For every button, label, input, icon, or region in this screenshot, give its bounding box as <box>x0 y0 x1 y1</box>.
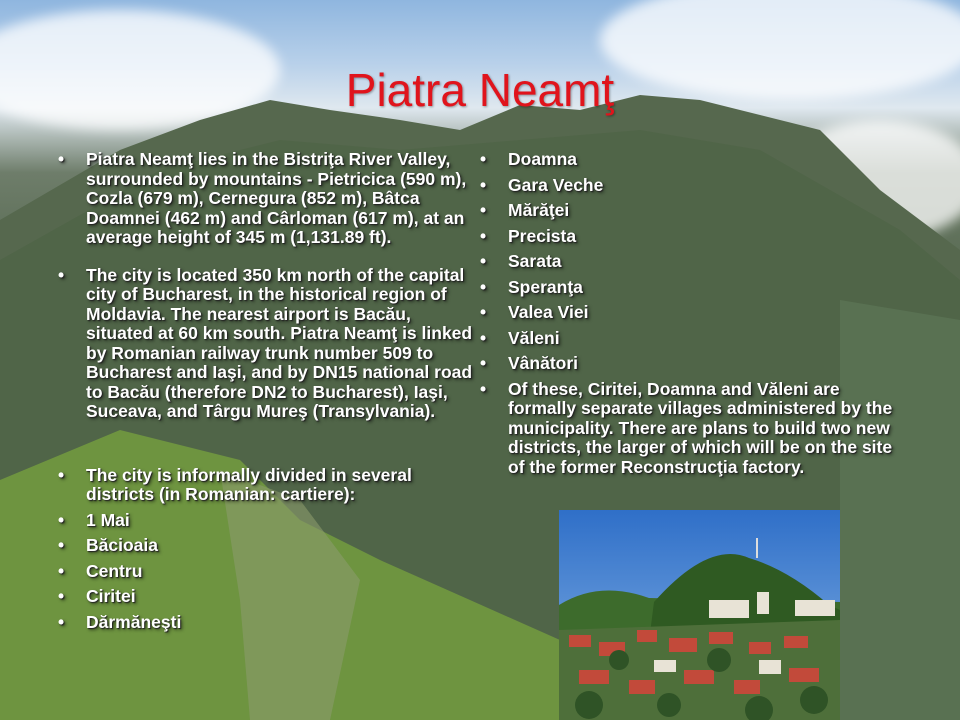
paragraph-districts-note: • Of these, Ciritei, Doamna and Văleni are formally separate villages administered by the municipality. There are plans to build two new districts, the larger of which will be on the site of the former Reconstrucţia factory. <box>477 380 907 478</box>
right-column <box>477 150 907 477</box>
district-item: • Valea Viei <box>477 303 907 323</box>
district-item: • 1 Mai <box>55 511 475 531</box>
left-column <box>55 150 475 632</box>
district-item: • Sarata <box>477 252 907 272</box>
district-item: • Văleni <box>477 329 907 349</box>
slide-title: Piatra Neamţ <box>345 64 615 116</box>
paragraph-location: • Piatra Neamţ lies in the Bistriţa River Valley, surrounded by mountains - Pietricica (590 m), Cozla (679 m), Cernegura (852 m), Bâtca Doamnei (462 m) and Cârloman (617 m), at an average height of 345 m (1,131.89 ft). <box>55 150 475 248</box>
district-item: • Dărmăneşti <box>55 613 475 633</box>
city-photo-image <box>559 510 840 720</box>
district-item: • Ciritei <box>55 587 475 607</box>
paragraph-districts-intro: • The city is informally divided in several districts (in Romanian: cartiere): <box>55 466 475 505</box>
district-item: • Gara Veche <box>477 176 907 196</box>
district-item: • Precista <box>477 227 907 247</box>
city-photo <box>559 510 840 720</box>
district-item: • Mărăţei <box>477 201 907 221</box>
district-item: • Centru <box>55 562 475 582</box>
district-item: • Speranţa <box>477 278 907 298</box>
district-item: • Băcioaia <box>55 536 475 556</box>
district-item: • Doamna <box>477 150 907 170</box>
paragraph-transport: • The city is located 350 km north of the capital city of Bucharest, in the historical region of Moldavia. The nearest airport is Bacău, situated at 60 km south. Piatra Neamţ is linked by Romanian railway trunk number 509 to Bucharest and Iaşi, and by DN15 national road to Bacău (therefore DN2 to Bucharest), Iaşi, Suceava, and Târgu Mureş (Transylvania). <box>55 266 475 422</box>
district-item: • Vânători <box>477 354 907 374</box>
